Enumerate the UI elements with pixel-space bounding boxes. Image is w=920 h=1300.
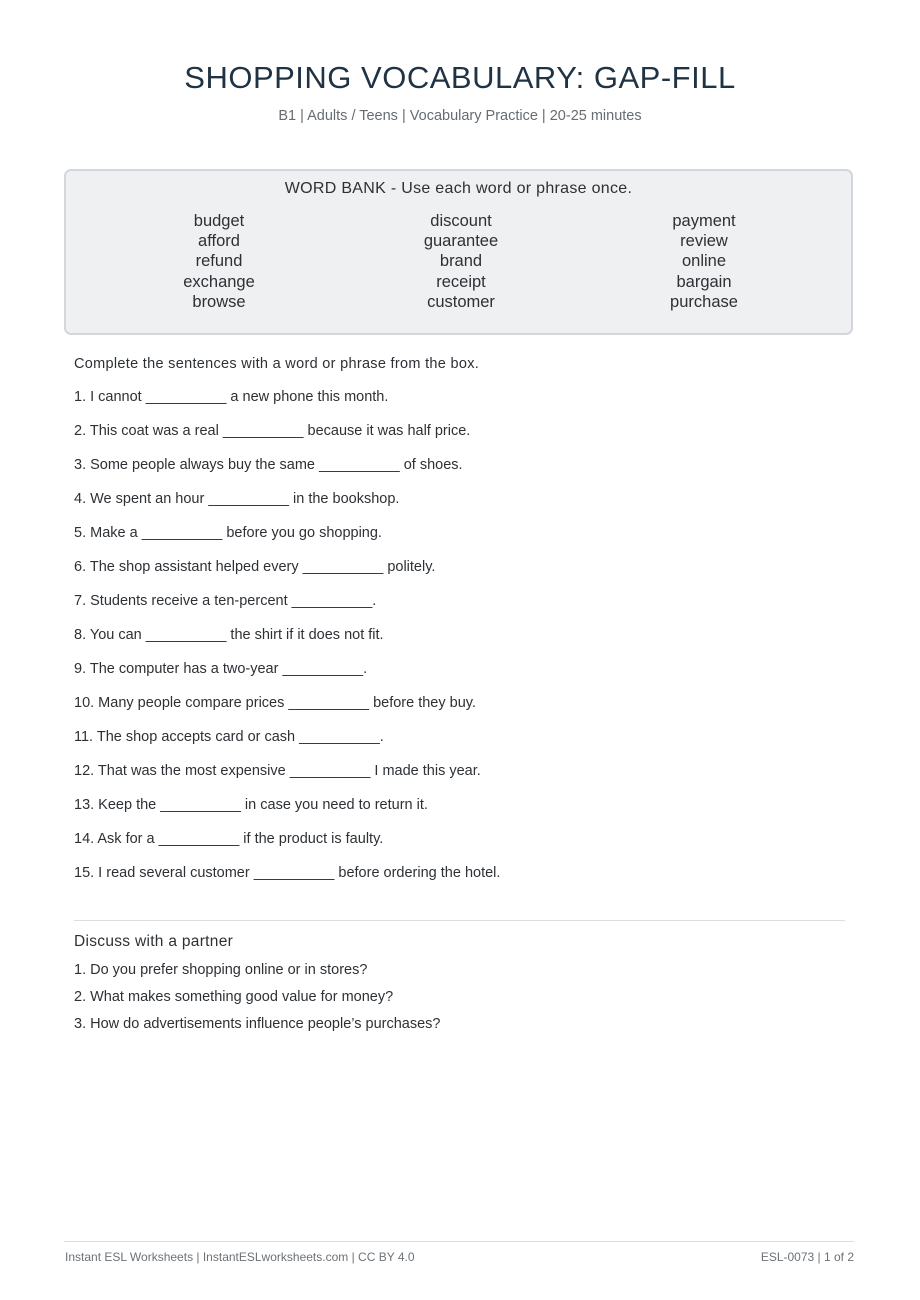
exercise-instructions: Complete the sentences with a word or phrase from the box.: [74, 356, 480, 372]
sentence-list: [74, 389, 834, 899]
sentence-item: 15. I read several customer __________ before ordering the hotel.: [74, 865, 501, 881]
word-bank-column-3: [604, 211, 804, 312]
word-bank-title: WORD BANK - Use each word or phrase once.: [284, 180, 633, 197]
footer-credits: Instant ESL Worksheets | InstantESLworksheets.com | CC BY 4.0: [65, 1250, 415, 1264]
discussion-question: 1. Do you prefer shopping online or in stores?: [74, 962, 368, 978]
worksheet-subtitle: B1 | Adults / Teens | Vocabulary Practice | 20-25 minutes: [278, 108, 642, 124]
discussion-question: 3. How do advertisements influence people’s purchases?: [74, 1016, 441, 1032]
sentence-item: 13. Keep the __________ in case you need to return it.: [74, 797, 428, 813]
sentence-item: 12. That was the most expensive __________ I made this year.: [74, 763, 481, 779]
sentence-item: 5. Make a __________ before you go shopping.: [74, 525, 382, 541]
word-bank-word: payment: [672, 212, 736, 230]
discussion-title: Discuss with a partner: [74, 933, 234, 950]
sentence-item: 2. This coat was a real __________ because it was half price.: [74, 423, 471, 439]
word-bank-word: receipt: [436, 272, 486, 291]
worksheet-title: SHOPPING VOCABULARY: GAP-FILL: [184, 60, 736, 95]
word-bank-word: discount: [430, 212, 492, 230]
word-bank-word: bargain: [676, 272, 732, 291]
word-bank-column-2: [361, 211, 561, 312]
word-bank-word: purchase: [670, 292, 738, 311]
word-bank-word: exchange: [183, 272, 255, 291]
word-bank-word: online: [681, 252, 727, 271]
discussion-question: 2. What makes something good value for money?: [74, 989, 394, 1005]
sentence-item: 11. The shop accepts card or cash __________.: [74, 729, 384, 745]
sentence-item: 4. We spent an hour __________ in the bookshop.: [74, 491, 400, 507]
sentence-item: 7. Students receive a ten-percent __________.: [74, 593, 377, 609]
word-bank-word: refund: [195, 252, 243, 271]
footer-page-number: ESL-0073 | 1 of 2: [760, 1250, 854, 1264]
word-bank-column-1: [119, 211, 319, 312]
word-bank-word: browse: [192, 292, 246, 311]
footer-divider: [64, 1241, 854, 1242]
sentence-item: 14. Ask for a __________ if the product is faulty.: [74, 831, 384, 847]
section-divider: [74, 920, 845, 921]
sentence-item: 1. I cannot __________ a new phone this month.: [74, 389, 389, 405]
word-bank: [64, 169, 853, 335]
word-bank-word: guarantee: [423, 232, 499, 251]
sentence-item: 10. Many people compare prices __________ before they buy.: [74, 695, 476, 711]
word-bank-word: afford: [198, 232, 240, 251]
sentence-item: 8. You can __________ the shirt if it does not fit.: [74, 627, 384, 643]
word-bank-word: review: [680, 232, 728, 251]
word-bank-word: customer: [427, 292, 495, 311]
sentence-item: 9. The computer has a two-year __________.: [74, 661, 368, 677]
word-bank-word: budget: [193, 212, 245, 230]
sentence-item: 6. The shop assistant helped every __________ politely.: [74, 559, 436, 575]
sentence-item: 3. Some people always buy the same __________ of shoes.: [74, 457, 463, 473]
discussion-list: [74, 962, 834, 1043]
word-bank-word: brand: [439, 252, 483, 271]
